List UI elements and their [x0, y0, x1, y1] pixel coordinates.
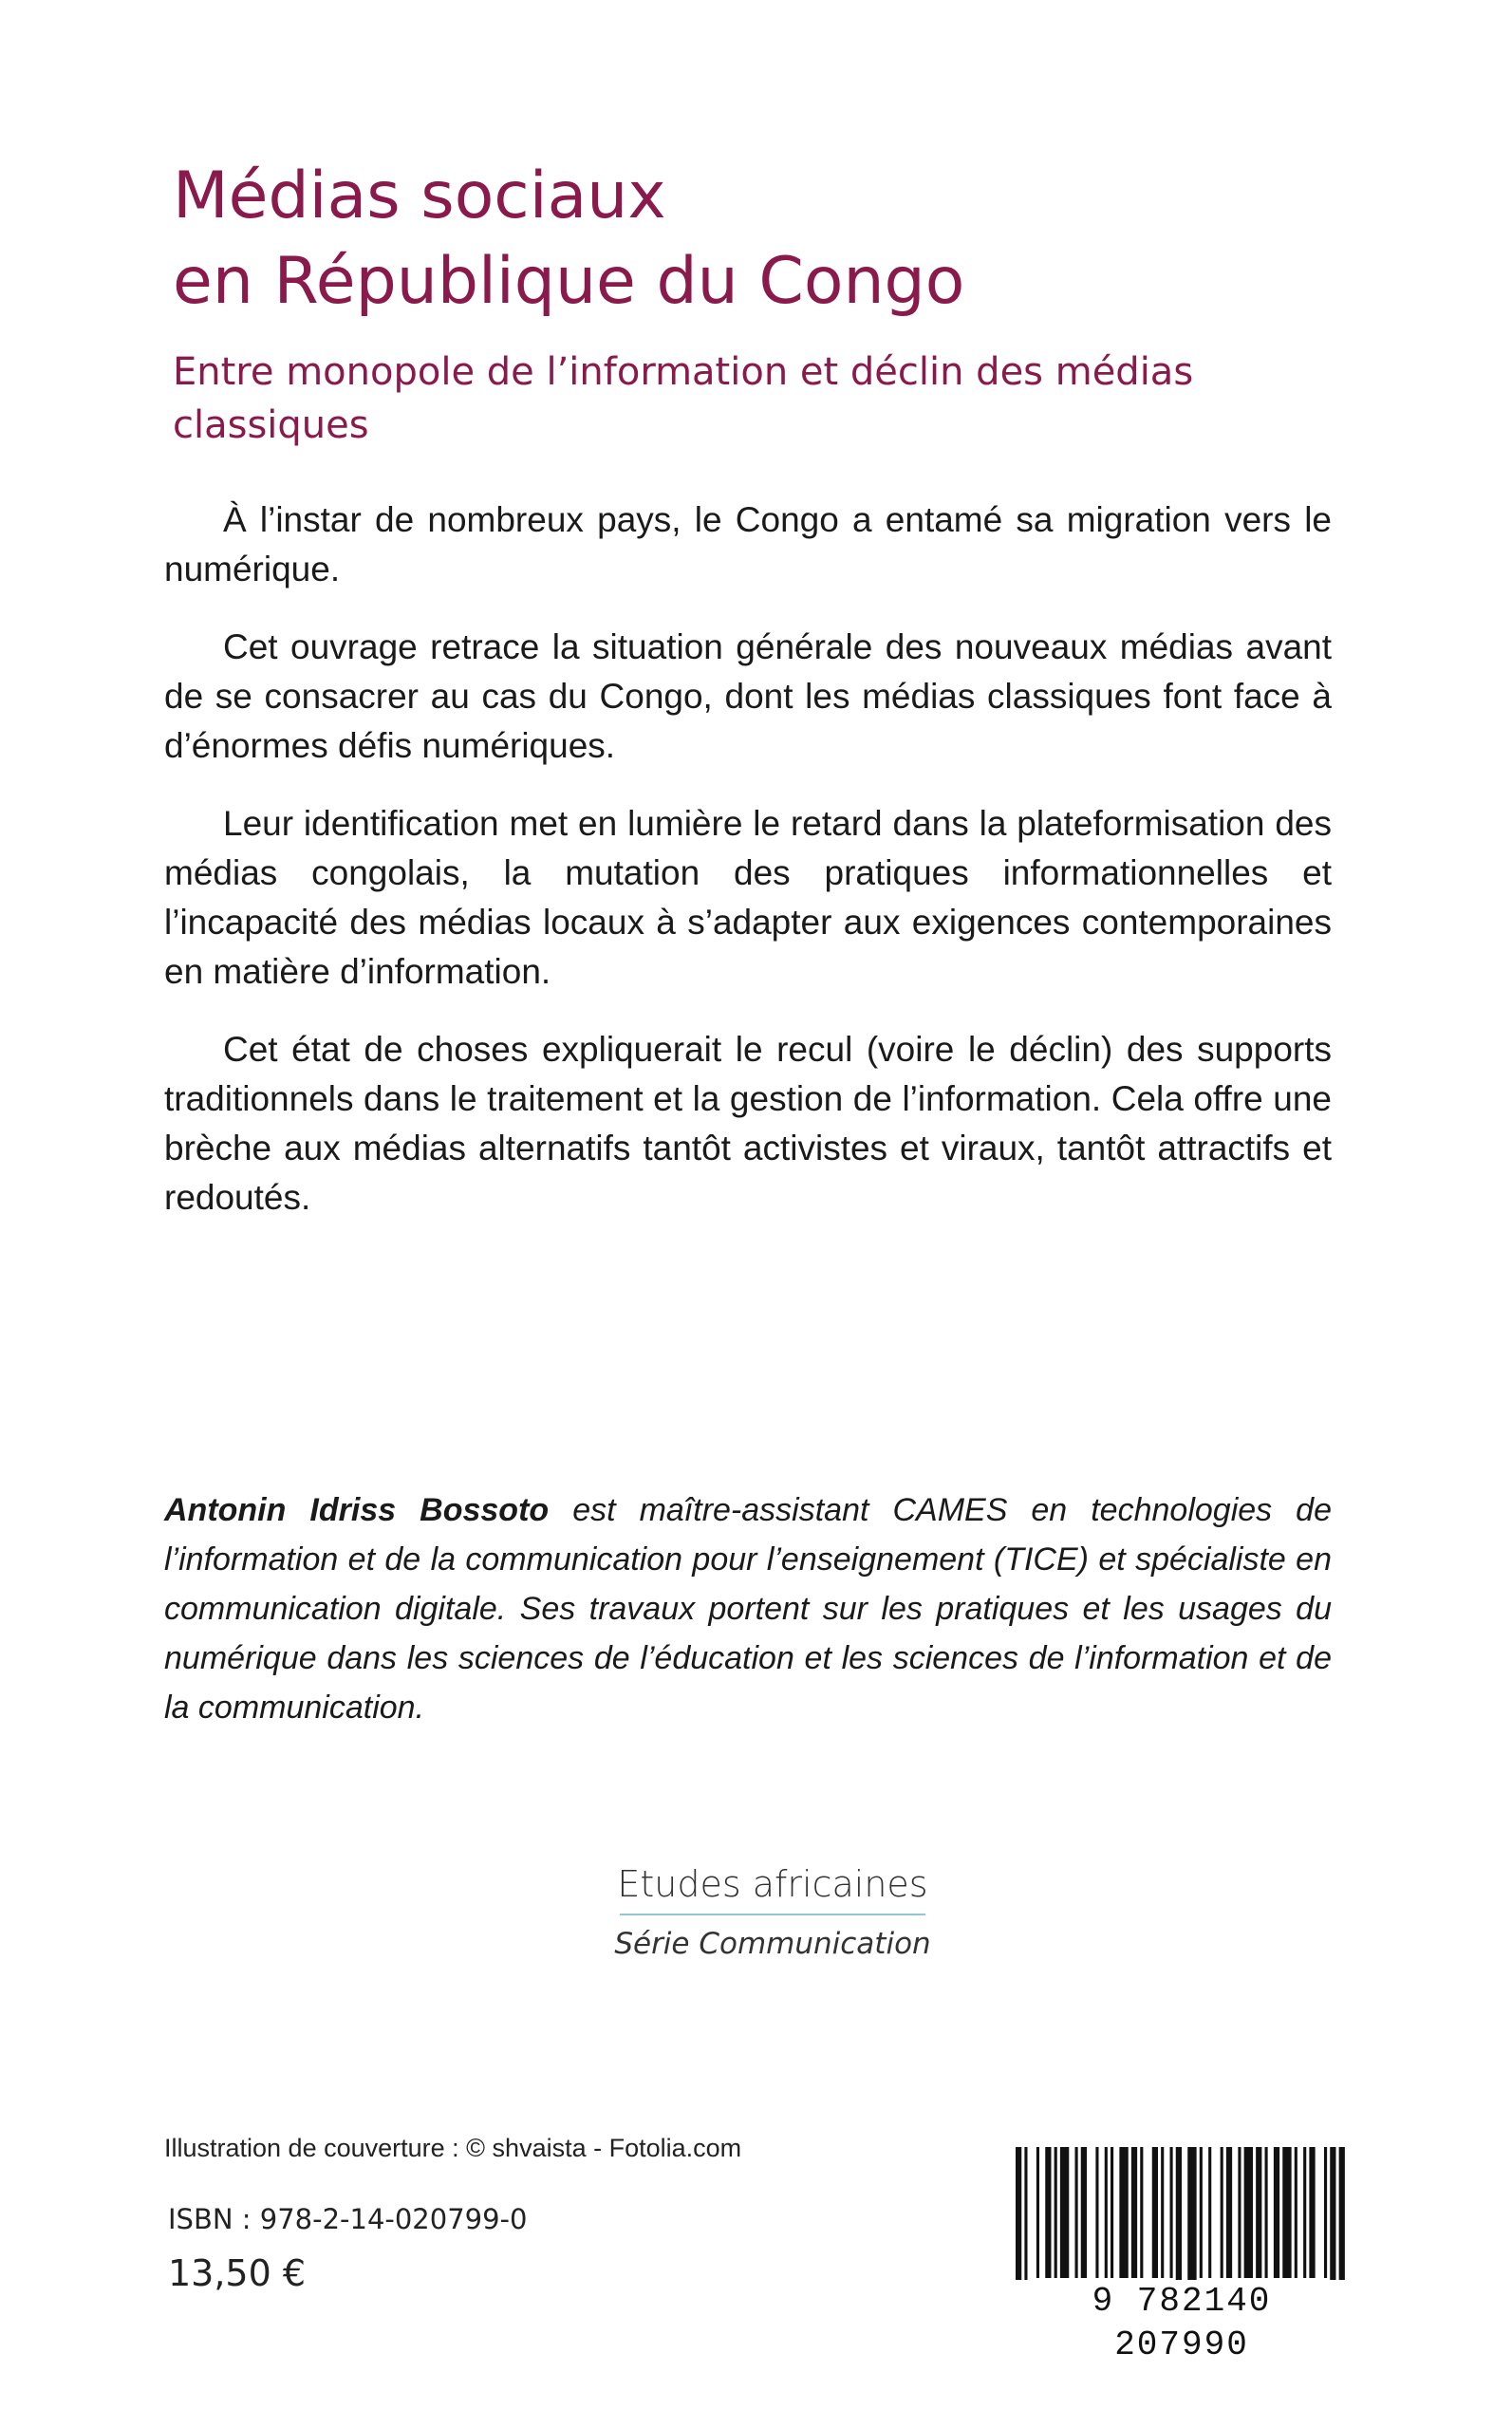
barcode-bar	[1330, 2147, 1335, 2289]
barcode-bar	[1024, 2147, 1027, 2289]
barcode-bar	[1295, 2147, 1297, 2278]
barcode-bar	[1265, 2147, 1268, 2278]
barcode-bar	[1036, 2147, 1039, 2278]
barcode-bar	[1055, 2147, 1057, 2278]
barcode-bar	[1131, 2147, 1137, 2278]
book-subtitle: Entre monopole de l’information et déclin des médias classiques	[173, 350, 1194, 447]
price: 13,50 €	[168, 2252, 307, 2294]
barcode-bar	[1339, 2147, 1345, 2289]
barcode-bar	[1140, 2147, 1143, 2278]
barcode-bar	[1161, 2147, 1164, 2278]
illustration-credit: Illustration de couverture : © shvaista - Fotolia.com	[164, 2134, 742, 2162]
book-title	[173, 154, 1359, 325]
blurb-paragraph: Leur identification met en lumière le retard dans la plateformisation des médias congolais, la mutation des pratiques informationnelles et l’incapacité des médias locaux à s’adapter aux exigences contemporaines en matière d’information.	[164, 804, 1332, 991]
barcode-bar	[1081, 2147, 1087, 2278]
blurb-paragraph: À l’instar de nombreux pays, le Congo a entamé sa migration vers le numérique.	[164, 500, 1332, 588]
barcode-bar	[1187, 2147, 1196, 2289]
barcode-bar	[1152, 2147, 1158, 2278]
barcode-digits: 9 782140 207990	[1016, 2280, 1348, 2367]
subseries-name: Série Communication	[614, 1927, 931, 1961]
barcode-bar	[1324, 2147, 1327, 2278]
barcode-bar	[1095, 2147, 1098, 2278]
barcode-bar	[1016, 2147, 1021, 2289]
barcode-bar	[1303, 2147, 1306, 2278]
barcode-bar	[1170, 2147, 1173, 2278]
isbn: ISBN : 978-2-14-020799-0	[168, 2203, 528, 2235]
author-name: Antonin Idriss Bossoto	[164, 1492, 550, 1528]
back-cover-blurb	[164, 495, 1332, 1251]
blurb-paragraph: Cet état de choses expliquerait le recul (voire le déclin) des supports traditionnels dans le traitement et la gestion de l’information. Cela offre une brèche aux médias alternatifs tantôt activistes et viraux, tantôt attractifs et redoutés.	[164, 1030, 1332, 1217]
barcode-bar	[1282, 2147, 1291, 2278]
barcode-bar	[1105, 2147, 1108, 2278]
barcode-bar	[1309, 2147, 1315, 2278]
barcode-bar	[1111, 2147, 1113, 2278]
title-line-1: Médias sociaux	[173, 159, 666, 233]
author-bio	[164, 1485, 1332, 1732]
series-name: Etudes africaines	[617, 1863, 928, 1905]
barcode-bar	[1045, 2147, 1051, 2278]
barcode-bar	[1200, 2147, 1203, 2278]
barcode-bar	[1274, 2147, 1279, 2278]
barcode-bar	[1238, 2147, 1241, 2278]
barcode	[1016, 2147, 1348, 2364]
series-divider	[620, 1914, 925, 1915]
barcode-bar	[1176, 2147, 1182, 2289]
barcode-bar	[1060, 2147, 1069, 2278]
barcode-bar	[1221, 2147, 1223, 2278]
title-line-2: en République du Congo	[173, 244, 965, 319]
barcode-bar	[1075, 2147, 1078, 2278]
barcode-bar	[1208, 2147, 1211, 2278]
blurb-paragraph: Cet ouvrage retrace la situation générale des nouveaux médias avant de se consacrer au cas du Congo, dont les médias classiques font face à d’énormes défis numériques.	[164, 627, 1332, 765]
series-block	[583, 1860, 962, 1963]
barcode-bar	[1119, 2147, 1128, 2278]
barcode-bars	[1016, 2147, 1348, 2289]
author-bio-text: est maître-assistant CAMES en technologies de l’information et de la communication pour l’enseignement (TICE) et spécialiste en communication digitale. Ses travaux portent sur les pratiques et les usages du numérique dans les sciences de l’éducation et les sciences de l’information et de la communication.	[164, 1492, 1333, 1726]
barcode-bar	[1226, 2147, 1232, 2278]
barcode-bar	[1256, 2147, 1261, 2278]
barcode-bar	[1244, 2147, 1253, 2278]
